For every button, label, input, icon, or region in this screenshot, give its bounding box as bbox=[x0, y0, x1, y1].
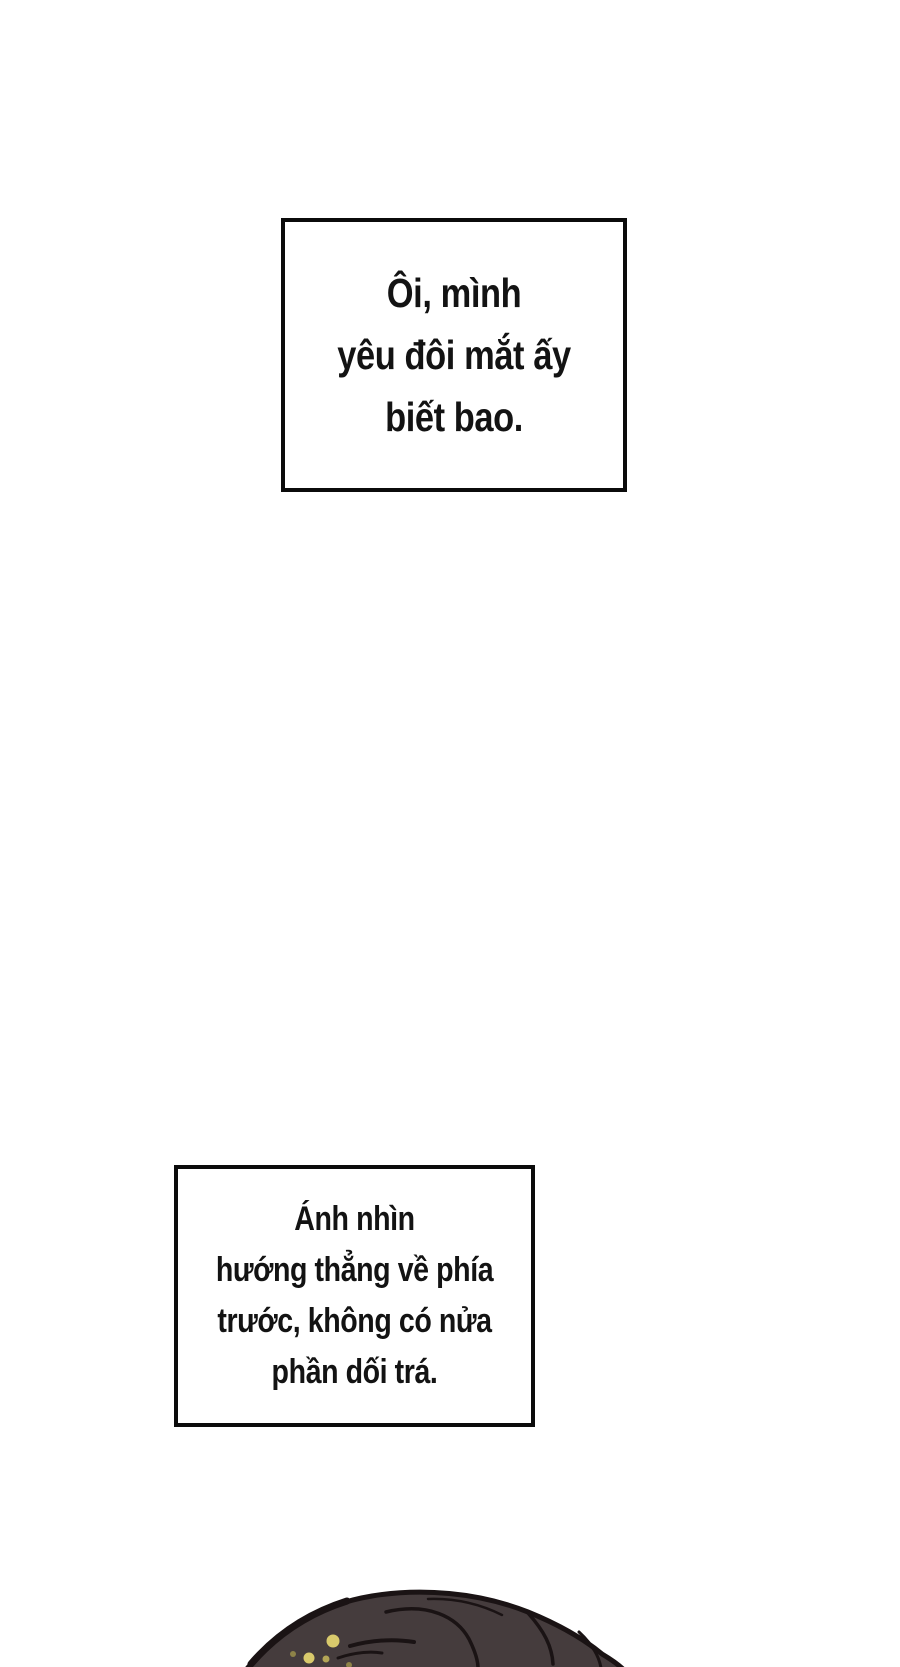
caption-line: trước, không có nửa bbox=[217, 1302, 492, 1340]
caption-line: biết bao. bbox=[385, 394, 523, 440]
hair-shape bbox=[246, 1592, 624, 1667]
caption-line: Ánh nhìn bbox=[294, 1200, 415, 1238]
caption-line: hướng thẳng về phía bbox=[215, 1251, 494, 1289]
caption-line: Ôi, mình bbox=[386, 270, 522, 316]
hair-glint bbox=[323, 1656, 330, 1663]
hair-glint bbox=[290, 1651, 296, 1657]
caption-line: yêu đôi mắt ấy bbox=[337, 332, 571, 378]
hair-glint bbox=[327, 1635, 340, 1648]
caption-line: phần dối trá. bbox=[271, 1353, 438, 1391]
hair-glint bbox=[304, 1653, 315, 1664]
